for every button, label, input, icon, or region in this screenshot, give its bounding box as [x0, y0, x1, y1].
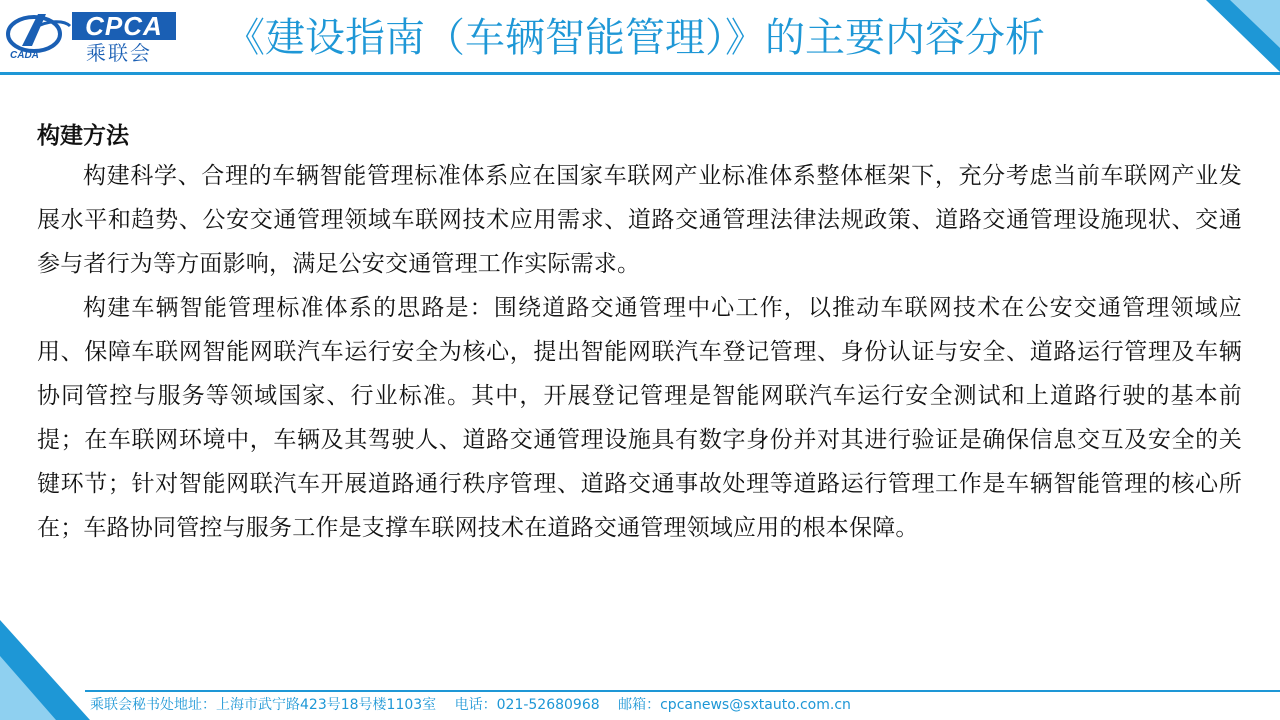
cpca-logo — [4, 6, 180, 64]
slide-title: 《建设指南（车辆智能管理）》的主要内容分析 — [225, 15, 1045, 61]
header-divider — [0, 72, 1280, 75]
logo-brand-text: CPCA — [72, 12, 176, 40]
corner-decoration-bottom-left — [0, 620, 90, 720]
section-heading: 构建方法 — [37, 123, 129, 149]
logo-small-text: CADA — [10, 50, 39, 61]
footer-phone: 电话：021-52680968 — [454, 697, 600, 713]
paragraph-2: 构建车辆智能管理标准体系的思路是：围绕道路交通管理中心工作，以推动车联网技术在公安交通管理领域应用、保障车联网智能网联汽车运行安全为核心，提出智能网联汽车登记管理、身份认证与安全、道路运行管理及车辆协同管控与服务等领域国家、行业标准。其中，开展登记管理是智能网联汽车运行安全测试和上道路行驶的基本前提；在车联网环境中，车辆及其驾驶人、道路交通管理设施具有数字身份并对其进行验证是确保信息交互及安全的关键环节；针对智能网联汽车开展道路通行秩序管理、道路交通事故处理等道路运行管理工作是车辆智能管理的核心所在；车路协同管控与服务工作是支撑车联网技术在道路交通管理领域应用的根本保障。 — [37, 295, 1242, 541]
paragraph-1: 构建科学、合理的车辆智能管理标准体系应在国家车联网产业标准体系整体框架下，充分考虑当前车联网产业发展水平和趋势、公安交通管理领域车联网技术应用需求、道路交通管理法律法规政策、道路交通管理设施现状、交通参与者行为等方面影响，满足公安交通管理工作实际需求。 — [37, 163, 1242, 277]
main-content — [37, 118, 1242, 550]
corner-decoration-top-right — [1200, 0, 1280, 75]
logo-cn-name: 乘联会 — [86, 41, 152, 65]
footer-divider — [85, 690, 1280, 692]
footer-contact — [90, 695, 865, 715]
footer-address: 乘联会秘书处地址：上海市武宁路423号18号楼1103室 — [90, 697, 437, 713]
footer-email: 邮箱：cpcanews@sxtauto.com.cn — [618, 697, 851, 713]
